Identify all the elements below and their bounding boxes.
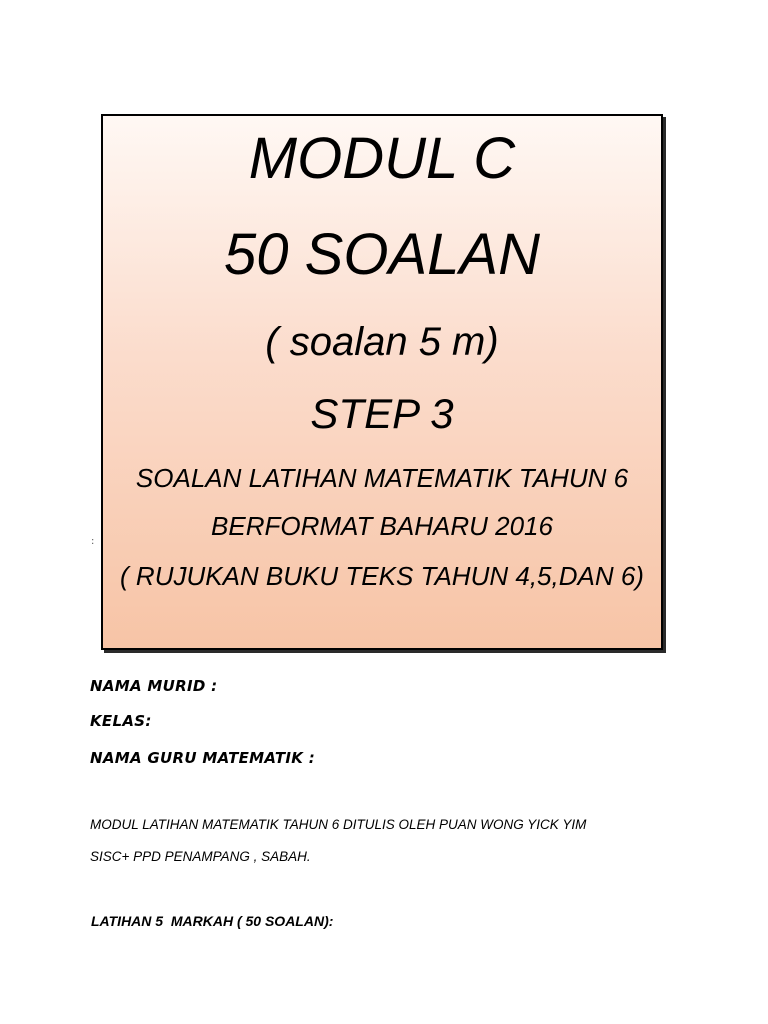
step-label: STEP 3 [310,390,454,437]
student-name-label: NAMA MURID : [90,677,218,695]
author-credit-line: MODUL LATIHAN MATEMATIK TAHUN 6 DITULIS OLEH PUAN WONG YICK YIM [90,817,587,832]
stray-colon-mark: : [91,536,95,547]
cover-subtitle-3: ( RUJUKAN BUKU TEKS TAHUN 4,5,DAN 6) [120,561,644,591]
cover-subtitle-2: BERFORMAT BAHARU 2016 [211,511,553,541]
class-label: KELAS: [90,712,152,730]
cover-subtitle-1: SOALAN LATIHAN MATEMATIK TAHUN 6 [135,463,629,493]
cover-title: MODUL C [248,126,516,191]
author-affiliation-line: SISC+ PPD PENAMPANG , SABAH. [90,849,311,864]
question-count: 50 SOALAN [224,222,540,287]
cover-box [101,114,663,650]
exercise-section-title: LATIHAN 5 MARKAH ( 50 SOALAN): [91,913,334,929]
marks-note: ( soalan 5 m) [265,320,499,364]
teacher-name-label: NAMA GURU MATEMATIK : [90,749,316,767]
